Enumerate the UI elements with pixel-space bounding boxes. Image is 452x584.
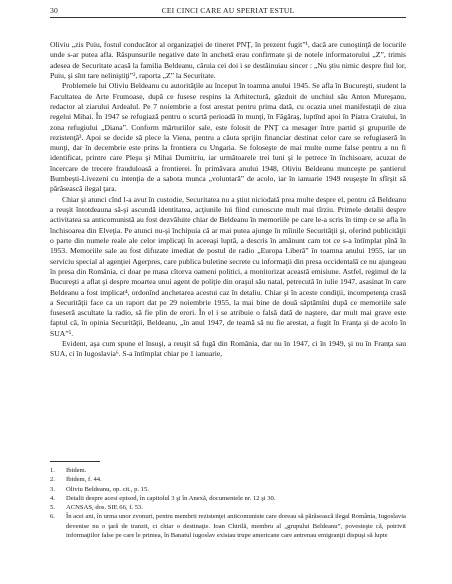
footnote-text: Detalii despre acest episod, în capitolul 3 şi în Anexă, documentele nr. 12 şi 30.: [66, 494, 276, 502]
footnote: [50, 494, 406, 503]
footnote-number: 3.: [50, 485, 55, 493]
footnote-rule: [50, 461, 100, 462]
paragraph: Problemele lui Oliviu Beldeanu cu autorităţile au început în toamna anului 1945. Se afla în Bucureşti, student la Facultatea de Arte Frumoase, după ce fusese respins la Arhitectură, găzduit de unchiul său Anton Mureşanu, redactor al ziarului Ardealul. Pe 7 noiembrie a fost arestat pentru prima dată, cu ocazia unei manifestaţii de ziua regelui Mihai. În 1947 se refugiază pentru o scurtă perioadă în munţi, în Făgăraş, luptînd apoi în Piatra Craiului, în zona refugiului „Diana”. Conform mărturiilor sale, este folosit de PNŢ ca mesager între partid şi grupurile de rezistenţă³. Apoi se decide să plece la Viena, pentru a căuta sprijin financiar destinat celor care se refugiaseră în munţi, dar în decembrie este prins la frontiera cu Ungaria. Se foloseşte de mai multe nume false pentru a nu fi identificat, printre care Pleşu şi Mihai Dumitriu, iar următoarele trei luni şi le petrece în închisoare, acuzat de încercare de trecere frauduloasă a frontierei. În primăvara anului 1948, Oliviu Beldeanu munceşte pe şantierul Bumbeşti-Livezeni cu intenţia de a sabota munca „voluntară” de acolo, iar în ianuarie 1949 reuşeşte în sfîrşit să părăsească ilegal ţara.: [50, 81, 406, 194]
running-title: CEI CINCI CARE AU SPERIAT ESTUL: [161, 6, 295, 15]
paragraph: Chiar şi atunci cînd l-a avut în custodie, Securitatea nu a ştiut niciodată prea multe despre el, pentru că Beldeanu a reuşit întotdeauna să-şi ascundă identitatea, acţiunile lui fiind cunoscute mult mai tîrziu. Primele detalii despre activitatea sa anticomunistă au fost dezvăluite chiar de Beldeanu în memoriile pe care le-a scris în timp ce se afla în închisoarea din Elveţia. Pe atunci nu-şi închipuia că ar mai putea ajunge în mîinile Securităţii şi, oferind publicităţii o parte din numele reale ale celor implicaţi în aceeaşi luptă, a descris în amănunt cam tot ce s-a întîmplat pînă în 1953. Memoriile sale au fost difuzate imediat de postul de radio „Europa Liberă” în toamna anului 1955, iar un serviciu special al agenţiei Agerpres, care publica buletine secrete cu informaţii din presa occidentală ce nu ajungeau în presa din România, ci doar pe masa cîtorva oameni politici, a monitorizat această emisiune. Astfel, regimul de la Bucureşti a aflat şi despre moartea unui agent de poliţie din oraşul său natal, petrecută în iulie 1947, asasinat în care Beldeanu a fost implicat⁴, ordonînd anchetarea acestui caz în detaliu. Chiar şi în aceste condiţii, incompetenţa crasă a Securităţii face ca un raport dat pe 29 noiembrie 1955, la mai bine de două săptămîni după ce memoriile sale fuseseră ascultate la radio, să fie plin de erori. În el i se atribuie o falsă dată de naştere, dar mult mai grave este faptul că, în opinia Securităţii, Beldeanu, „în anul 1947, de teamă să nu fie arestat, a fugit în Franţa şi de acolo în SUA”⁵.: [50, 194, 406, 338]
footnote-number: 2.: [50, 476, 55, 484]
main-text: [50, 40, 406, 360]
footnote: [50, 503, 406, 512]
paragraph: Oliviu „zis Puiu, fostul conducător al organizaţiei de tineret PNŢ, în prezent fugit”¹, dacă are cunoştinţă de locurile unde s-ar putea afla. Răspunsurile negative date în anchetă erau confirmate şi de notele informatorului „Z”, trimis adesea de Securitate acasă la familia Beldeanu, căruia cei doi i se destăinuiau sincer : „Nu ştiu nimic despre fiul lor, Puiu, şi sînt tare neliniştiţi”², raporta „Z” la Securitate.: [50, 40, 406, 80]
footnote-text: Ibidem, f. 44.: [66, 476, 102, 484]
footnote-text: ACNSAS, dos. SIE 66, f. 53.: [66, 504, 143, 512]
footnote: [50, 466, 406, 475]
page-number: 30: [50, 6, 58, 15]
paragraph: Evident, aşa cum spune el însuşi, a reuşit să fugă din România, dar nu în 1947, ci în 1949, şi nu în Franţa sau SUA, ci în Iugoslavia⁶. S-a întîmplat chiar pe 1 ianuarie,: [50, 339, 406, 359]
footnote-number: 4.: [50, 494, 55, 502]
footnote-text: În acei ani, în urma unor zvonuri, pentru membrii rezistenţei anticomuniste care doreau să părăsească ilegal România, Iugoslavia devenise nu o ţară de tranzit, ci chiar o destinaţie. Ioan Chirilă, membru al „grupului Beldeanu”, povesteşte că, potrivit informaţiilor false pe care le primea, în Banatul iugoslav existau trupe americane care antrenau emigranţii dispuşi să lupte: [66, 513, 406, 540]
footnote: [50, 485, 406, 494]
footnote: [50, 512, 406, 540]
footnote-text: Oliviu Beldeanu, op. cit., p. 15.: [66, 485, 149, 493]
footnotes: [50, 466, 406, 540]
footnote: [50, 475, 406, 484]
footnote-number: 5.: [50, 504, 55, 512]
header-rule: [50, 17, 406, 18]
footnote-number: 1.: [50, 467, 55, 474]
footnote-text: Ibidem.: [66, 467, 87, 474]
footnote-number: 6.: [50, 513, 55, 521]
